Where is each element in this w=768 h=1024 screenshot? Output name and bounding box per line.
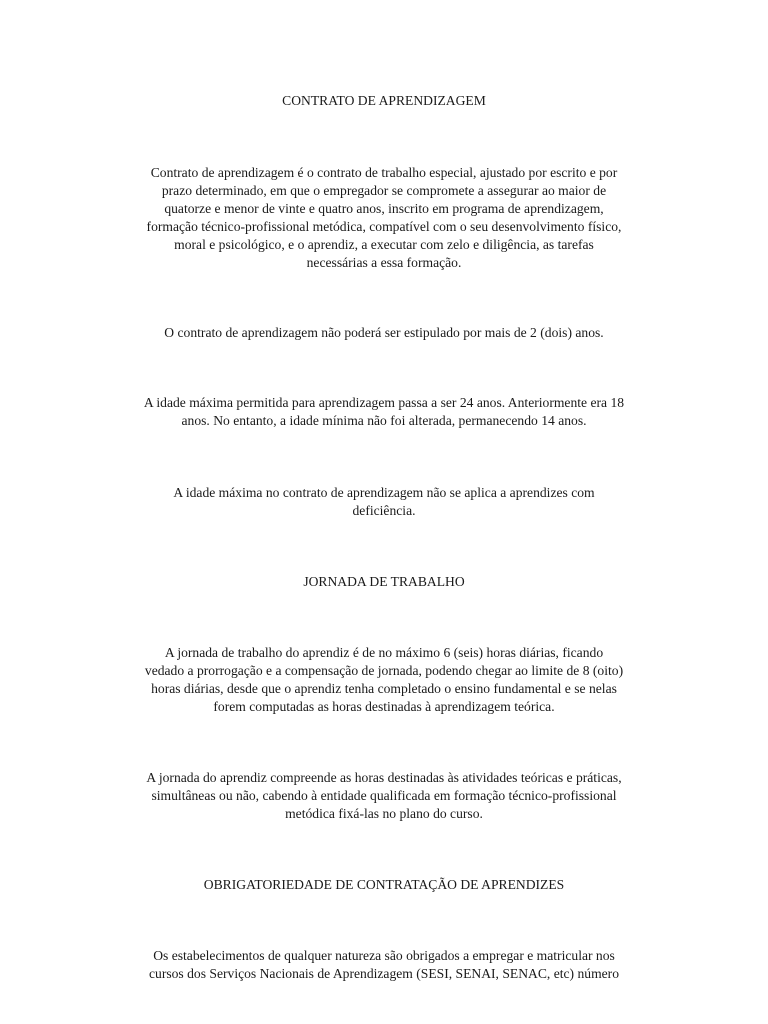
section-heading-jornada — [104, 573, 664, 591]
paragraph-max-age — [104, 394, 664, 430]
heading-text: JORNADA DE TRABALHO — [303, 574, 465, 589]
paragraph-line: Os estabelecimentos de qualquer natureza são obrigados a empregar e matricular nos — [153, 948, 615, 963]
paragraph-line: Contrato de aprendizagem é o contrato de trabalho especial, ajustado por escrito e por — [150, 165, 618, 180]
paragraph-line: deficiência. — [352, 503, 416, 518]
paragraph-line: prazo determinado, em que o empregador se compromete a assegurar ao maior de — [161, 183, 607, 198]
paragraph-line: metódica fixá-las no plano do curso. — [285, 806, 483, 821]
paragraph-disability — [104, 484, 664, 520]
paragraph-line: anos. No entanto, a idade mínima não foi alterada, permanecendo 14 anos. — [181, 413, 587, 428]
paragraph-definition — [104, 164, 664, 272]
paragraph-line: A jornada do aprendiz compreende as horas destinadas às atividades teóricas e práticas, — [146, 770, 622, 785]
paragraph-line: moral e psicológico, e o aprendiz, a executar com zelo e diligência, as tarefas — [174, 237, 594, 252]
paragraph-line: necessárias a essa formação. — [306, 255, 462, 270]
paragraph-obrigatoriedade — [104, 947, 664, 983]
paragraph-line: formação técnico-profissional metódica, compatível com o seu desenvolvimento físico, — [146, 219, 622, 234]
document-title — [104, 92, 664, 110]
paragraph-line: cursos dos Serviços Nacionais de Aprendizagem (SESI, SENAI, SENAC, etc) número — [148, 966, 620, 981]
paragraph-jornada-composition — [104, 769, 664, 823]
paragraph-line: O contrato de aprendizagem não poderá ser estipulado por mais de 2 (dois) anos. — [164, 325, 604, 340]
paragraph-line: A idade máxima permitida para aprendizagem passa a ser 24 anos. Anteriormente era 18 — [143, 395, 625, 410]
paragraph-line: A idade máxima no contrato de aprendizagem não se aplica a aprendizes com — [173, 485, 595, 500]
paragraph-line: simultâneas ou não, cabendo à entidade qualificada em formação técnico-profissional — [151, 788, 617, 803]
section-heading-obrigatoriedade — [104, 876, 664, 894]
paragraph-duration — [104, 324, 664, 342]
paragraph-line: quatorze e menor de vinte e quatro anos, inscrito em programa de aprendizagem, — [164, 201, 604, 216]
paragraph-line: horas diárias, desde que o aprendiz tenha completado o ensino fundamental e se nelas — [151, 681, 617, 696]
paragraph-line: A jornada de trabalho do aprendiz é de no máximo 6 (seis) horas diárias, ficando — [164, 645, 604, 660]
paragraph-line: vedado a prorrogação e a compensação de jornada, podendo chegar ao limite de 8 (oito) — [144, 663, 624, 678]
title-text: CONTRATO DE APRENDIZAGEM — [282, 93, 486, 108]
paragraph-jornada-limit — [104, 644, 664, 716]
heading-text: OBRIGATORIEDADE DE CONTRATAÇÃO DE APRENDIZES — [203, 877, 565, 892]
paragraph-line: forem computadas as horas destinadas à aprendizagem teórica. — [213, 699, 555, 714]
